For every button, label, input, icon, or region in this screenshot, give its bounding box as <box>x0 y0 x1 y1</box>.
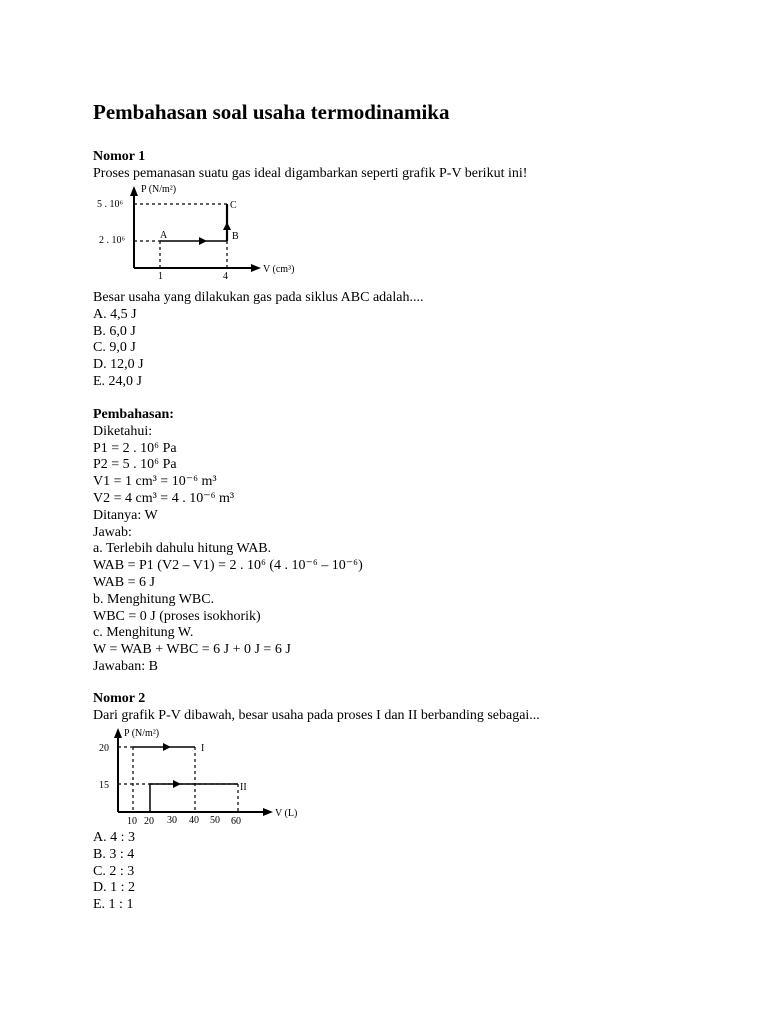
dashed-guides-2 <box>118 747 238 812</box>
x-tick-20: 20 <box>144 816 154 827</box>
p2-line: P2 = 5 . 10⁶ Pa <box>93 457 177 473</box>
process-ii-arrow <box>173 780 181 788</box>
x-tick-4: 4 <box>223 271 228 282</box>
option-a: A. 4,5 J <box>93 306 137 322</box>
option-c: C. 9,0 J <box>93 340 136 356</box>
wab-formula-line: WAB = P1 (V2 – V1) = 2 . 10⁶ (4 . 10⁻⁶ – 10⁻⁶) <box>93 558 363 574</box>
x-tick-50: 50 <box>210 815 220 826</box>
q2-option-c: C. 2 : 3 <box>93 863 135 879</box>
y-tick-15: 15 <box>99 780 109 791</box>
x-tick-40: 40 <box>189 815 199 826</box>
process-ii-line <box>150 784 238 812</box>
y-tick-2e6: 2 . 10⁶ <box>99 235 125 246</box>
question-1-options-block <box>93 289 423 390</box>
v1-line: V1 = 1 cm³ = 10⁻⁶ m³ <box>93 474 217 490</box>
x-tick-1: 1 <box>158 271 163 282</box>
question-1-text: Proses pemanasan suatu gas ideal digambarkan seperti grafik P-V berikut ini! <box>93 165 528 181</box>
question-2-options-block <box>93 829 135 913</box>
step-a-line: a. Terlebih dahulu hitung WAB. <box>93 541 272 557</box>
x-axis-arrow-2 <box>263 808 273 816</box>
question-1-prompt: Besar usaha yang dilakukan gas pada siklus ABC adalah.... <box>93 290 424 305</box>
option-d: D. 12,0 J <box>93 357 144 373</box>
question-1-heading: Nomor 1 <box>93 149 146 164</box>
y-tick-20: 20 <box>99 743 109 754</box>
pv-graph-2 <box>95 724 335 828</box>
q2-option-a: A. 4 : 3 <box>93 830 135 845</box>
question-1-heading-block <box>93 148 527 182</box>
process-ii-label: II <box>240 782 247 793</box>
process-i-label: I <box>201 743 205 754</box>
question-2-heading: Nomor 2 <box>93 691 146 706</box>
pv-graph-1 <box>95 182 315 282</box>
question-2-heading-block <box>93 690 540 724</box>
w-total-line: W = WAB + WBC = 6 J + 0 J = 6 J <box>93 642 291 658</box>
step-b-line: b. Menghitung WBC. <box>93 591 215 607</box>
x-axis-arrow-1 <box>251 264 261 272</box>
x-axis-label-1: V (cm³) <box>263 264 295 275</box>
y-axis-label-1: P (N/m²) <box>141 184 177 195</box>
option-e: E. 24,0 J <box>93 373 142 389</box>
q2-option-b: B. 3 : 4 <box>93 846 135 862</box>
v2-line: V2 = 4 cm³ = 4 . 10⁻⁶ m³ <box>93 490 235 506</box>
y-tick-5e6: 5 . 10⁶ <box>97 199 123 210</box>
wbc-result-line: WBC = 0 J (proses isokhorik) <box>93 608 261 624</box>
y-axis-label-2: P (N/m²) <box>124 728 160 739</box>
diketahui-label: Diketahui: <box>93 423 153 439</box>
step-c-line: c. Menghitung W. <box>93 625 194 641</box>
x-tick-30: 30 <box>167 815 177 826</box>
ditanya-line: Ditanya: W <box>93 507 158 523</box>
x-axis-label-2: V (L) <box>275 808 298 819</box>
page-title: Pembahasan soal usaha termodinamika <box>93 100 450 124</box>
jawab-label: Jawab: <box>93 524 132 540</box>
answer-line: Jawaban: B <box>93 658 158 674</box>
question-2-text: Dari grafik P-V dibawah, besar usaha pada proses I dan II berbanding sebagai... <box>93 707 540 723</box>
solution-heading: Pembahasan: <box>93 407 174 422</box>
process-i-arrow <box>163 743 171 751</box>
process-ab-arrow <box>199 237 207 245</box>
solution-1-block <box>93 406 363 675</box>
point-a-label: A <box>160 230 168 241</box>
q2-option-e: E. 1 : 1 <box>93 897 134 913</box>
point-c-label: C <box>230 200 237 211</box>
wab-result-line: WAB = 6 J <box>93 574 155 590</box>
x-tick-60: 60 <box>231 816 241 827</box>
dashed-guides-1 <box>134 204 227 268</box>
p1-line: P1 = 2 . 10⁶ Pa <box>93 440 177 456</box>
point-b-label: B <box>232 231 239 242</box>
option-b: B. 6,0 J <box>93 323 136 339</box>
x-tick-10: 10 <box>127 816 137 827</box>
process-bc-arrow <box>223 222 231 230</box>
q2-option-d: D. 1 : 2 <box>93 880 135 896</box>
y-axis-arrow-1 <box>130 186 138 196</box>
y-axis-arrow-2 <box>114 728 122 738</box>
